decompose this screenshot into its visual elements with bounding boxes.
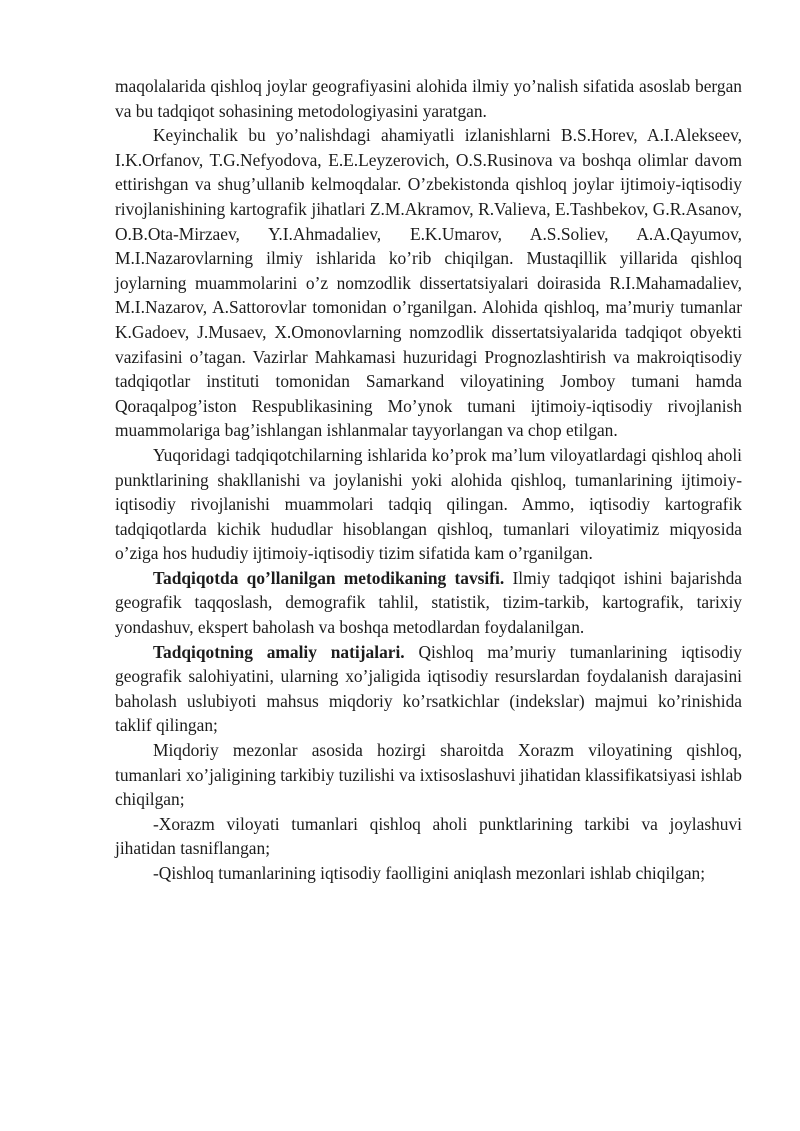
paragraph-text: Yuqoridagi tadqiqotchilarning ishlarida ko’prok ma’lum viloyatlardagi qishloq aholi punktlarining shakllanishi va joylanishi yoki alohida qishloq, tumanlarining ijtimoiy-iqtisodiy rivojlanishi muammolari tadqiq qilingan. Ammo, iqtisodiy kartografik tadqiqotlarda kichik hududlar hisoblangan qishloq, tumanlari viloyatimiz miqyosida o’ziga hos hududiy ijtimoiy-iqtisodiy tizim sifatida kam o’rganilgan. <box>115 444 742 564</box>
paragraph-classification <box>115 738 742 812</box>
paragraph-text: Miqdoriy mezonlar asosida hozirgi sharoitda Xorazm viloyatining qishloq, tumanlari xo’jaligining tarkibiy tuzilishi va ixtisoslashuvi jihatidan klassifikatsiyasi ishlab chiqilgan; <box>115 740 742 810</box>
paragraph-text: Ilmiy tadqiqot ishini bajarishda geografik taqqoslash, demografik tahlil, statistik, tizim-tarkib, kartografik, tarixiy yondashuv, ekspert baholash va boshqa metodlardan foydalanilgan. <box>115 567 742 638</box>
paragraph-text: Keyinchalik bu yo’nalishdagi ahamiyatli izlanishlarni B.S.Horev, A.I.Alekseev, I.K.Orfanov, T.G.Nefyodova, E.E.Leyzerovich, O.S.Rusinova va boshqa olimlar davom ettirishgan va shug’ullanib kelmoqdalar. O’zbekistonda qishloq joylar ijtimoiy-iqtisodiy rivojlanishining kartografik jihatlari Z.M.Akramov, R.Valieva, E.Tashbekov, G.R.Asanov, O.B.Ota-Mirzaev, Y.I.Ahmadaliev, E.K.Umarov, A.S.Soliev, A.A.Qayumov, M.I.Nazarovlarning ilmiy ishlarida ko’rib chiqilgan. Mustaqillik yillarida qishloq joylarning muammolarini o’z nomzodlik dissertatsiyalari doirasida R.I.Mahamadaliev, M.I.Nazarov, A.Sattorovlar tomonidan o’rganilgan. Alohida qishloq, ma’muriy tumanlar K.Gadoev, J.Musaev, X.Omonovlarning nomzodlik dissertatsiyalarida tadqiqot obyekti vazifasini o’tagan. Vazirlar Mahkamasi huzuridagi Prognozlashtirish va makroiqtisodiy tadqiqotlar instituti tomonidan Samarkand viloyatining Jomboy tumani hamda Qoraqalpog’iston Respublikasining Mo’ynok tumani ijtimoiy-iqtisodiy rivojlanish muammolariga bag’ishlangan ishlanmalar tayyorlangan va chop etilgan. <box>115 125 742 441</box>
paragraph-heading: Tadqiqotda qo’llanilgan metodikaning tavsifi. <box>153 567 505 588</box>
paragraph-text: -Xorazm viloyati tumanlari qishloq aholi punktlarining tarkibi va joylashuvi jihatidan tasniflangan; <box>115 813 742 859</box>
list-item-settlements <box>115 812 742 861</box>
paragraph-text: maqolalarida qishloq joylar geografiyasini alohida ilmiy yo’nalish sifatida asoslab bergan va bu tadqiqot sohasining metodologiyasini yaratgan. <box>115 76 742 121</box>
paragraph-continuation <box>115 74 742 123</box>
paragraph-practical-results <box>115 640 742 738</box>
paragraph-methodology <box>115 566 742 640</box>
paragraph-heading: Tadqiqotning amaliy natijalari. <box>153 641 405 662</box>
document-page <box>115 74 742 886</box>
paragraph-text: -Qishloq tumanlarining iqtisodiy faolligini aniqlash mezonlari ishlab chiqilgan; <box>153 863 706 883</box>
paragraph-text: Qishloq ma’muriy tumanlarining iqtisodiy geografik salohiyatini, ularning xo’jaligida iqtisodiy resurslardan foydalanish darajasini baholash uslubiyoti mahsus miqdoriy ko’rsatkichlar (indekslar) majmui ko’rinishida taklif qilingan; <box>115 641 742 736</box>
paragraph-research-gap <box>115 443 742 566</box>
paragraph-researchers <box>115 123 742 443</box>
list-item-activity-criteria <box>115 861 742 886</box>
